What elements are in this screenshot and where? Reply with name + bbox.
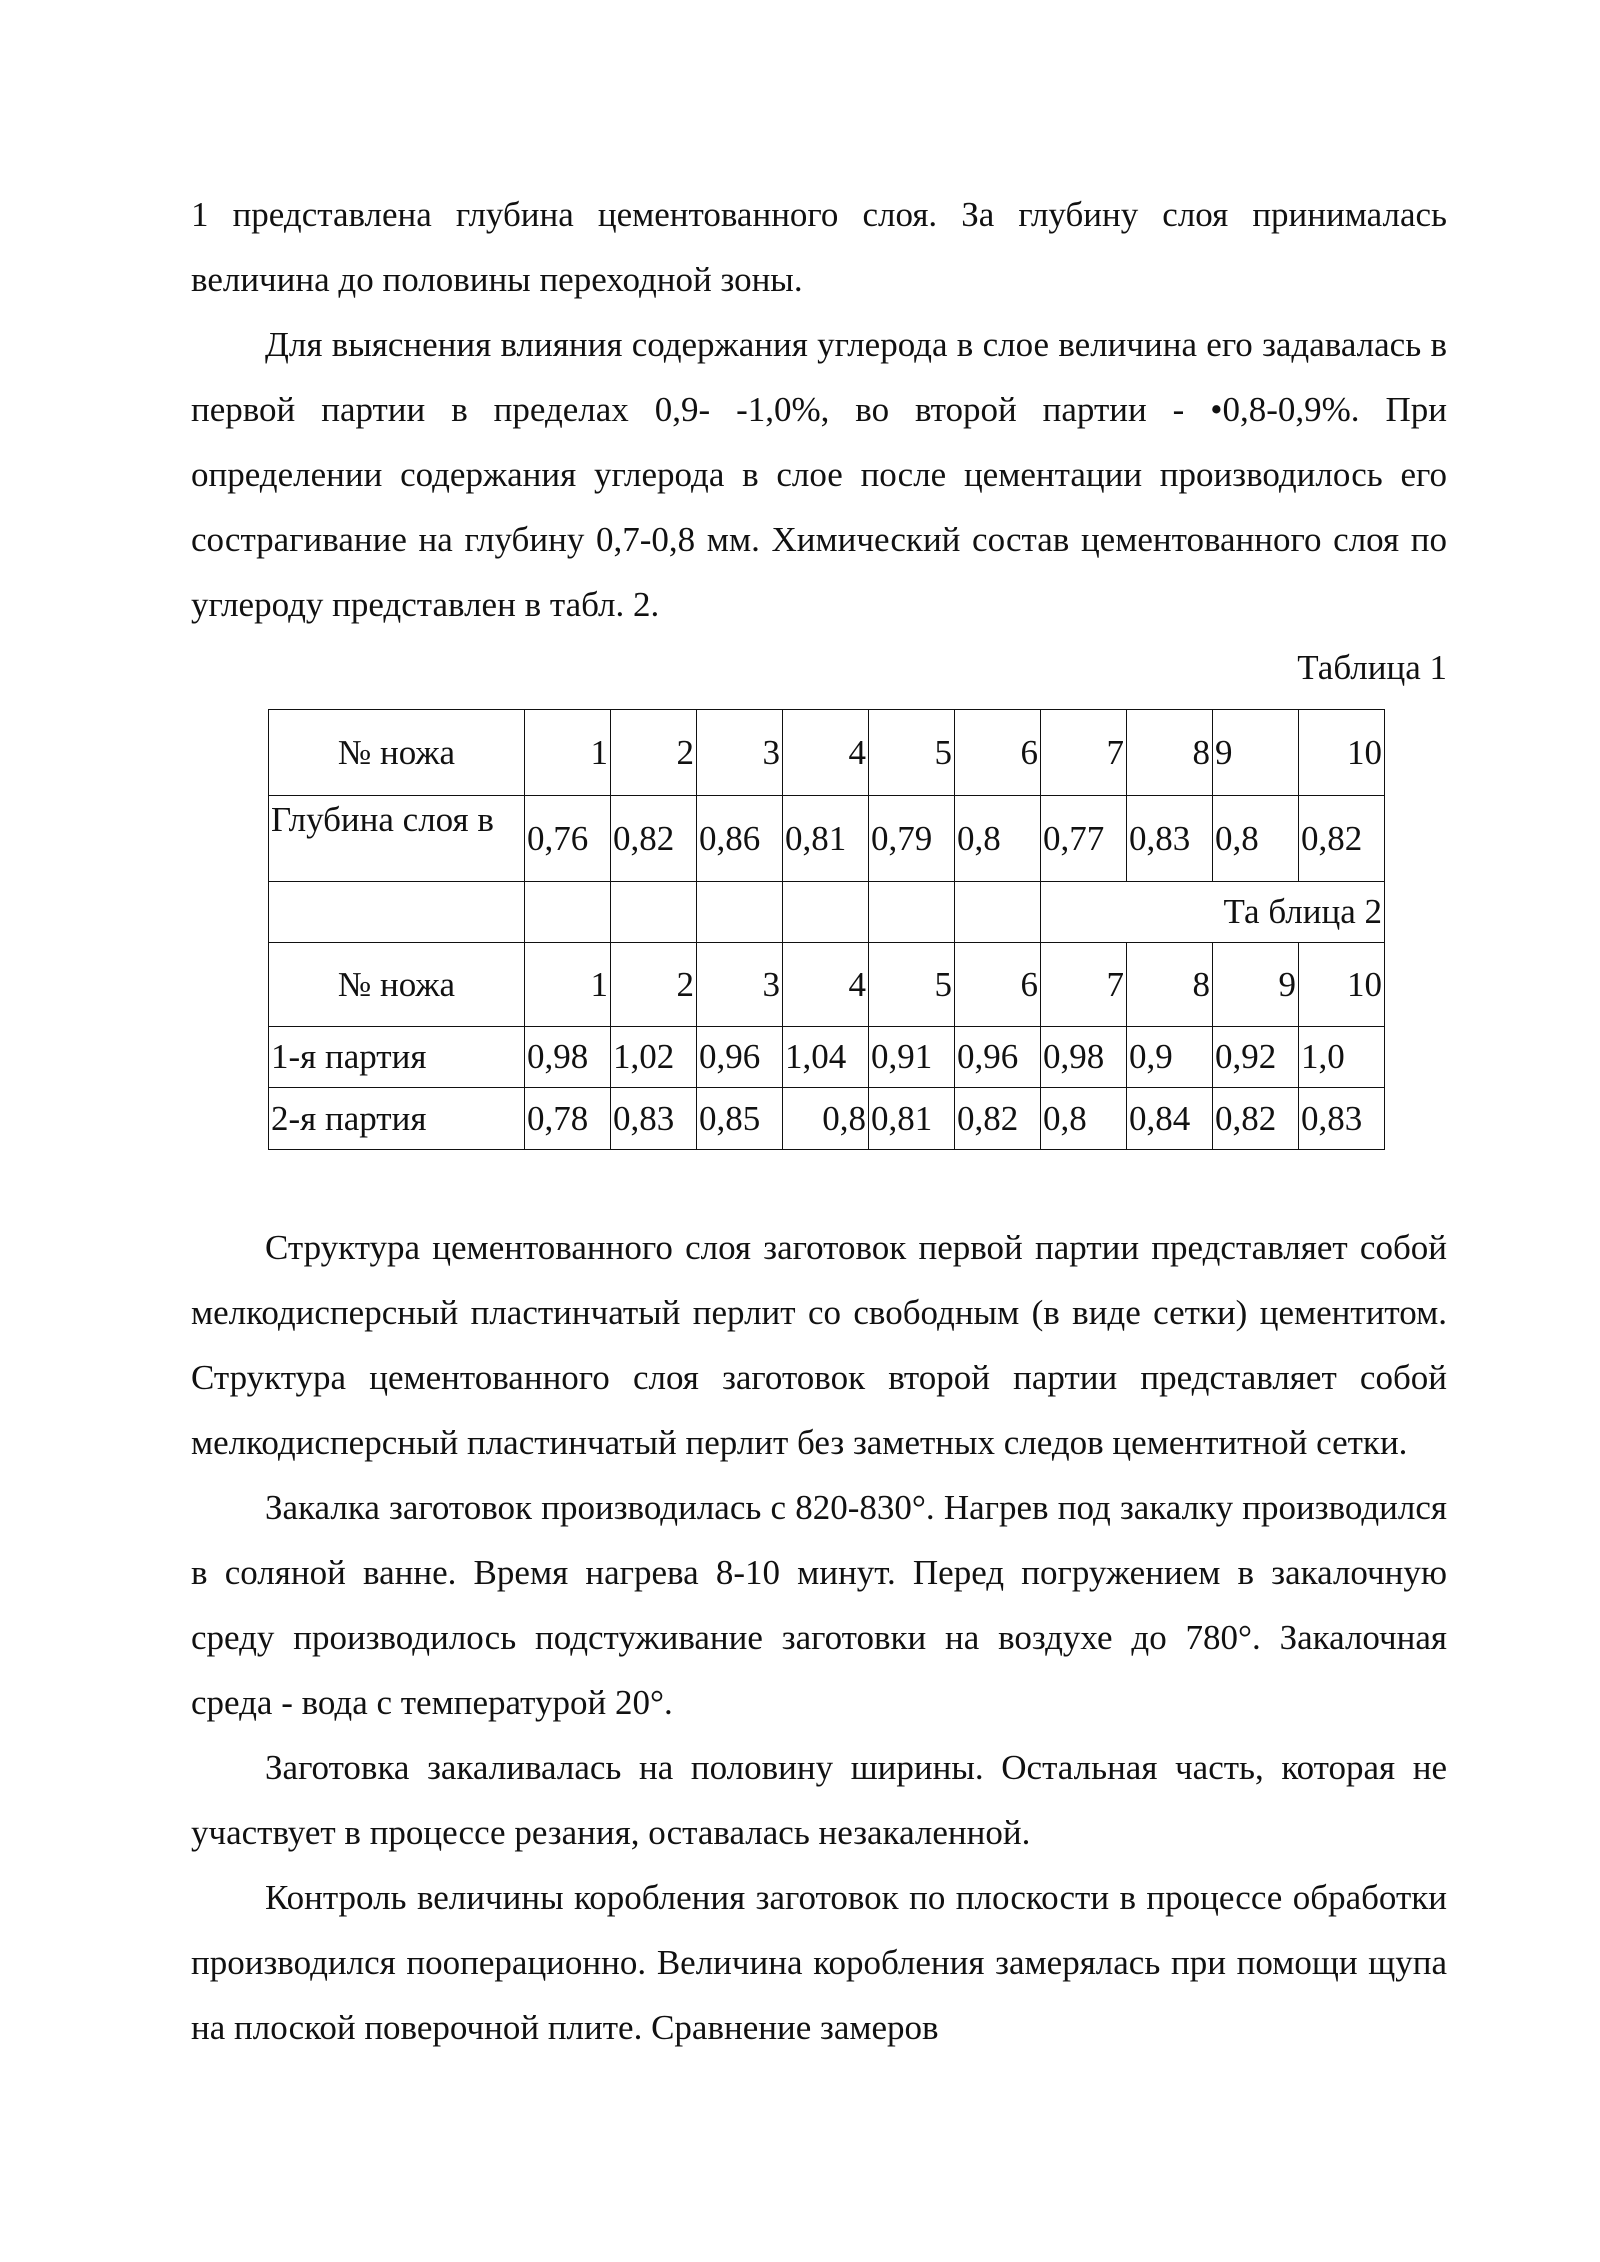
- table2-header-cell: 2: [611, 943, 697, 1027]
- table2-row-label: 1-я партия: [269, 1027, 525, 1088]
- table-cell: 0,82: [611, 796, 697, 882]
- table-cell: 0,81: [869, 1088, 955, 1150]
- table-cell: 0,9: [1127, 1027, 1213, 1088]
- paragraph: Структура цементованного слоя заготовок первой партии представляет собой мелкодисперсный пластинчатый перлит со свободным (в виде сетки) цементитом. Структура цементованного слоя заготовок второй партии представляет собой мелкодисперсный пластинчатый перлит без заметных следов цементитной сетки.: [191, 1228, 1447, 1462]
- table1-row-label: Глубина слоя в: [269, 796, 525, 882]
- table-cell: 0,86: [697, 796, 783, 882]
- table1-header-row: [269, 710, 1385, 796]
- table2-row-label: 2-я партия: [269, 1088, 525, 1150]
- table2-header-cell: 8: [1127, 943, 1213, 1027]
- empty-cell: [611, 882, 697, 943]
- table-cell: 0,77: [1041, 796, 1127, 882]
- table-cell: 0,85: [697, 1088, 783, 1150]
- table1-header-label: № ножа: [269, 710, 525, 796]
- empty-cell: [697, 882, 783, 943]
- table2-header-label: № ножа: [269, 943, 525, 1027]
- table-cell: 0,8: [955, 796, 1041, 882]
- table-cell: 0,79: [869, 796, 955, 882]
- empty-cell: [869, 882, 955, 943]
- table2-header-cell: 9: [1213, 943, 1299, 1027]
- table-cell: 1,02: [611, 1027, 697, 1088]
- table-cell: 0,8: [783, 1088, 869, 1150]
- table1-header-cell: 10: [1299, 710, 1385, 796]
- table-cell: 0,96: [955, 1027, 1041, 1088]
- empty-cell: [783, 882, 869, 943]
- paragraph: Заготовка закаливалась на половину ширины. Остальная часть, которая не участвует в процессе резания, оставалась незакаленной.: [191, 1748, 1447, 1852]
- paragraph: Для выяснения влияния содержания углерода в слое величина его задавалась в первой партии в пределах 0,9- -1,0%, во второй партии - •0,8-0,9%. При определении содержания углерода в слое после цементации производилось его сострагивание на глубину 0,7-0,8 мм. Химический состав цементованного слоя по углероду представлен в табл. 2.: [191, 325, 1447, 624]
- table2-header-cell: 3: [697, 943, 783, 1027]
- table-cell: 0,83: [1127, 796, 1213, 882]
- empty-cell: [525, 882, 611, 943]
- table1-header-cell: 2: [611, 710, 697, 796]
- table-cell: 0,82: [955, 1088, 1041, 1150]
- paragraph: Закалка заготовок производилась с 820-830°. Нагрев под закалку производился в соляной ванне. Время нагрева 8-10 минут. Перед погружением в закалочную среду производилось подстуживание заготовки на воздухе до 780°. Закалочная среда - вода с температурой 20°.: [191, 1488, 1447, 1722]
- table2-caption-row: [269, 882, 1385, 943]
- paragraph: 1 представлена глубина цементованного слоя. За глубину слоя принималась величина до половины переходной зоны.: [191, 195, 1447, 299]
- table-cell: 0,91: [869, 1027, 955, 1088]
- text-block-bottom: [191, 1215, 1447, 2060]
- table-cell: 1,0: [1299, 1027, 1385, 1088]
- empty-cell: [955, 882, 1041, 943]
- table2-row: [269, 1027, 1385, 1088]
- data-table: [268, 709, 1385, 1150]
- table2-header-row: [269, 943, 1385, 1027]
- paragraph: Контроль величины коробления заготовок по плоскости в процессе обработки производился пооперационно. Величина коробления замерялась при помощи щупа на плоской поверочной плите. Сравнение замеров: [191, 1878, 1447, 2047]
- table2-header-cell: 7: [1041, 943, 1127, 1027]
- table-cell: 0,8: [1041, 1088, 1127, 1150]
- table2-header-cell: 1: [525, 943, 611, 1027]
- table1-header-cell: 9: [1213, 710, 1299, 796]
- table1-header-cell: 4: [783, 710, 869, 796]
- table-cell: 0,98: [525, 1027, 611, 1088]
- table1-header-cell: 6: [955, 710, 1041, 796]
- table2-row: [269, 1088, 1385, 1150]
- table1-header-cell: 5: [869, 710, 955, 796]
- table-cell: 0,76: [525, 796, 611, 882]
- table2-header-cell: 4: [783, 943, 869, 1027]
- table-cell: 0,83: [1299, 1088, 1385, 1150]
- table1-header-cell: 1: [525, 710, 611, 796]
- table2-caption: Та блица 2: [1041, 882, 1385, 943]
- table1-data-row: [269, 796, 1385, 882]
- table-cell: 0,92: [1213, 1027, 1299, 1088]
- table-cell: 0,81: [783, 796, 869, 882]
- table-cell: 1,04: [783, 1027, 869, 1088]
- table-cell: 0,96: [697, 1027, 783, 1088]
- empty-cell: [269, 882, 525, 943]
- text-block-top: [191, 182, 1447, 637]
- table1-header-cell: 3: [697, 710, 783, 796]
- table-cell: 0,78: [525, 1088, 611, 1150]
- table-cell: 0,84: [1127, 1088, 1213, 1150]
- table-cell: 0,82: [1213, 1088, 1299, 1150]
- table-cell: 0,98: [1041, 1027, 1127, 1088]
- table-cell: 0,82: [1299, 796, 1385, 882]
- table2-header-cell: 6: [955, 943, 1041, 1027]
- table1-header-cell: 7: [1041, 710, 1127, 796]
- table-cell: 0,8: [1213, 796, 1299, 882]
- table1-caption: Таблица 1: [1297, 648, 1447, 687]
- table-cell: 0,83: [611, 1088, 697, 1150]
- table1-header-cell: 8: [1127, 710, 1213, 796]
- table2-header-cell: 5: [869, 943, 955, 1027]
- table2-header-cell: 10: [1299, 943, 1385, 1027]
